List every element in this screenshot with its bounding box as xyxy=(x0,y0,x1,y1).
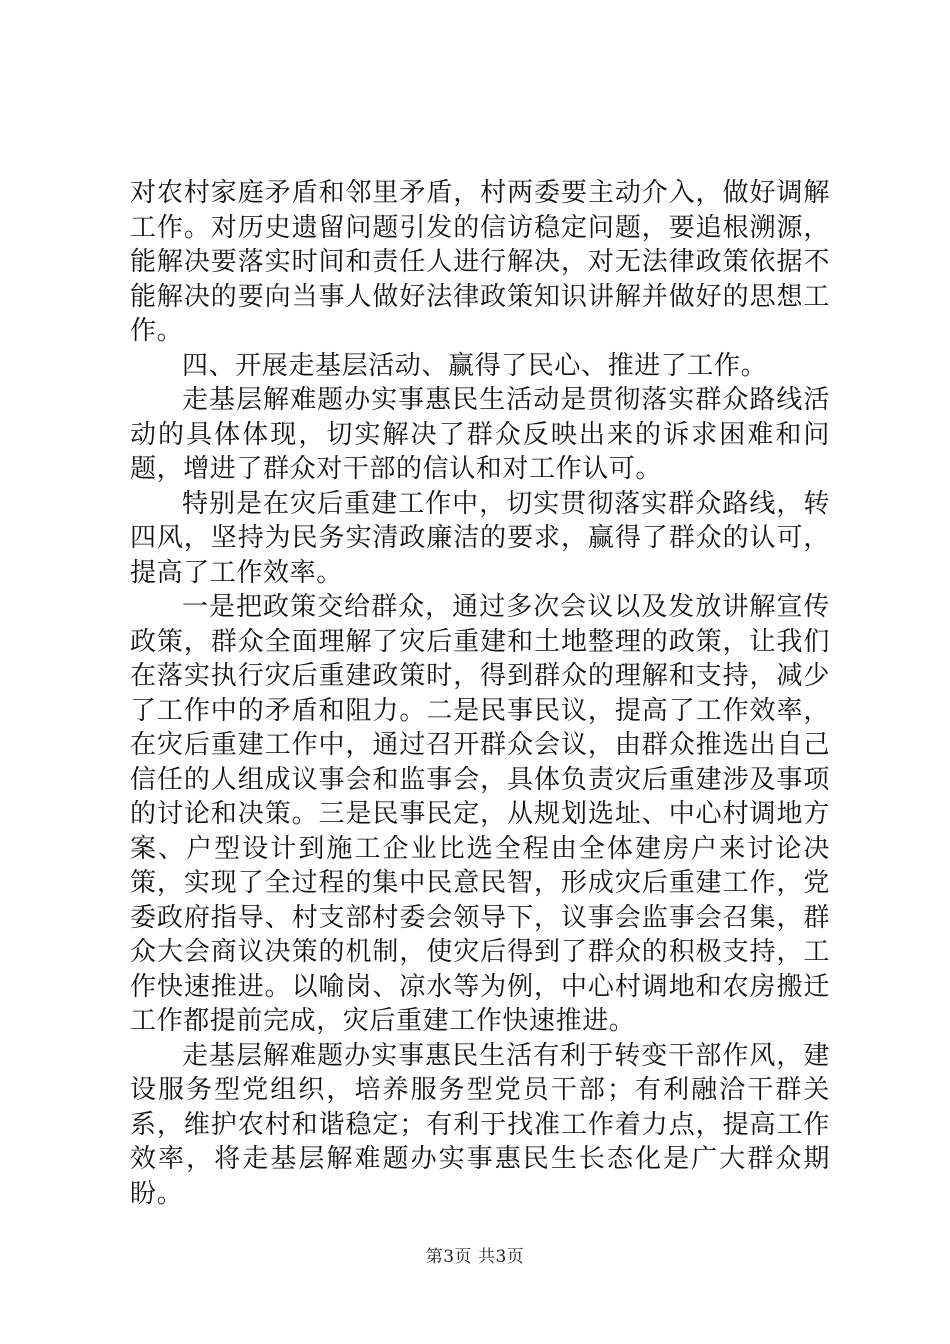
paragraph: 走基层解难题办实事惠民生活有利于转变干部作风，建设服务型党组织，培养服务型党员干部；有利融洽干群关系，维护农村和谐稳定；有利于找准工作着力点，提高工作效率，将走基层解难题办实事惠民生长态化是广大群众期盼。 xyxy=(130,1040,830,1209)
document-body xyxy=(130,176,830,1211)
page-number-footer: 第3页 共3页 xyxy=(425,1247,525,1267)
paragraph-continued: 对农村家庭矛盾和邻里矛盾，村两委要主动介入，做好调解工作。对历史遗留问题引发的信访稳定问题，要追根溯源，能解决要落实时间和责任人进行解决，对无法律政策依据不能解决的要向当事人做好法律政策知识讲解并做好的思想工作。 xyxy=(130,178,830,346)
section-heading-four: 四、开展走基层活动、赢得了民心、推进了工作。 xyxy=(182,350,768,381)
paragraph: 特别是在灾后重建工作中，切实贯彻落实群众路线，转四风，坚持为民务实清政廉洁的要求，赢得了群众的认可，提高了工作效率。 xyxy=(130,488,830,588)
paragraph: 一是把政策交给群众，通过多次会议以及发放讲解宣传政策，群众全面理解了灾后重建和土地整理的政策，让我们在落实执行灾后重建政策时，得到群众的理解和支持，减少了工作中的矛盾和阻力。二是民事民议，提高了工作效率，在灾后重建工作中，通过召开群众会议，由群众推选出自己信任的人组成议事会和监事会，具体负责灾后重建涉及事项的讨论和决策。三是民事民定，从规划选址、中心村调地方案、户型设计到施工企业比选全程由全体建房户来讨论决策，实现了全过程的集中民意民智，形成灾后重建工作，党委政府指导、村支部村委会领导下，议事会监事会召集，群众大会商议决策的机制，使灾后得到了群众的积极支持，工作快速推进。以喻岗、凉水等为例，中心村调地和农房搬迁工作都提前完成，灾后重建工作快速推进。 xyxy=(130,592,830,1036)
paragraph: 走基层解难题办实事惠民生活动是贯彻落实群众路线活动的具体体现，切实解决了群众反映出来的诉求困难和问题，增进了群众对干部的信认和对工作认可。 xyxy=(130,385,830,484)
